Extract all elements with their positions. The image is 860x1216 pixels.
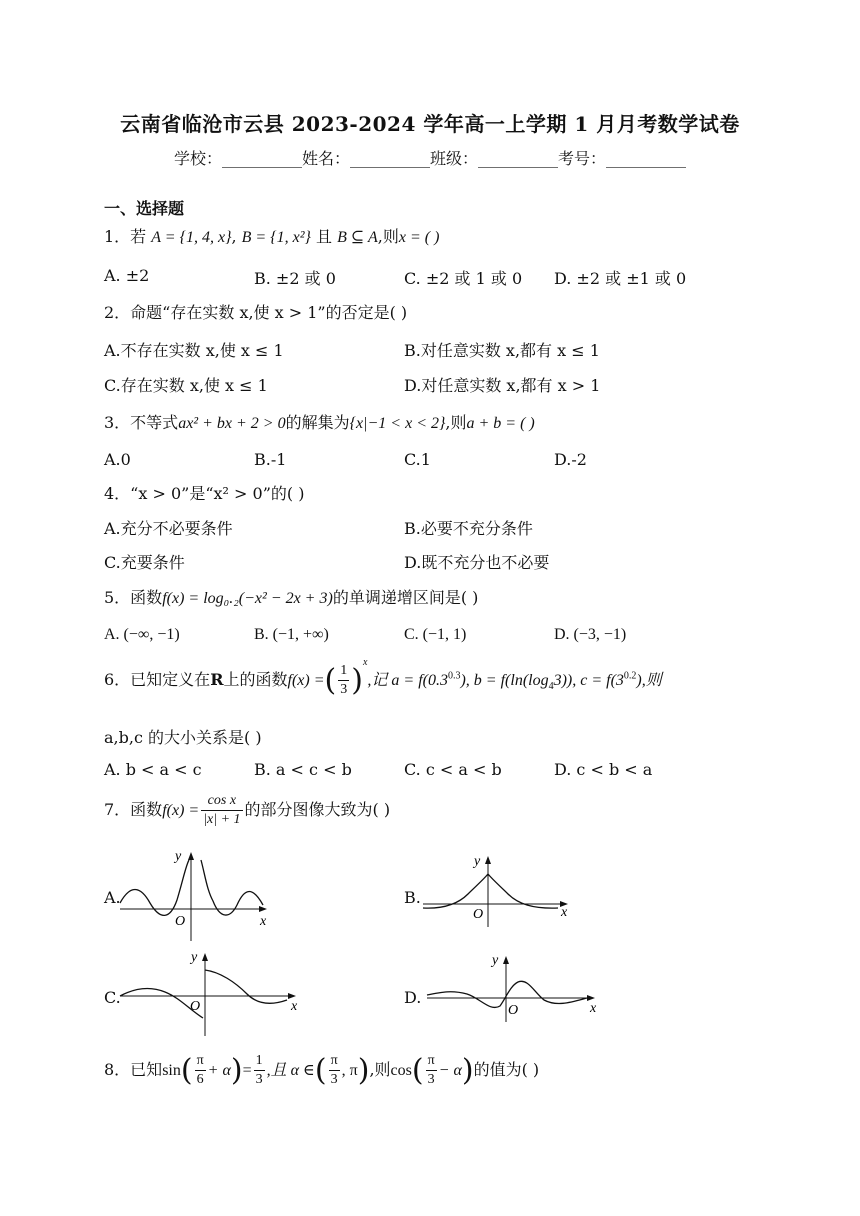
q1-prefix: 1．若 [104,227,147,246]
q3-inequality: ax² + bx + 2 > 0 [178,415,286,432]
q5-tail: 的单调递增区间是( ) [332,588,479,607]
q6-middle: 上的函数 [223,670,288,689]
q1-tail: ,则 [377,227,399,246]
svg-text:O: O [190,999,201,1014]
question-5 [104,585,478,608]
svg-text:O: O [508,1003,519,1018]
q1-cond: 且 [316,227,333,246]
q7-option-c-label: C. [104,988,121,1007]
q6-b-def: ), b = f(ln(log [460,672,549,689]
q3-option-c: C.1 [404,450,431,469]
section-heading: 一、选择题 [104,199,185,218]
q1-option-d: D. ±2 或 ±1 或 0 [554,269,687,288]
q1-option-a: A. ±2 [104,266,150,285]
q7-option-b-label: B. [404,888,421,907]
q5-option-d: D. (−3, −1) [554,626,627,643]
q1-relation: B ⊆ A [337,229,378,246]
q8-tail: 的值为( ) [473,1060,540,1079]
q5-prefix: 5．函数 [104,588,163,607]
q7-graph-b [418,852,598,932]
question-6-line2: a,b,c 的大小关系是( ) [104,728,262,747]
q2-option-a: A.不存在实数 x,使 x ≤ 1 [104,341,284,360]
question-7 [104,792,390,829]
q7-option-a-label: A. [104,888,121,907]
q8-prefix: 8．已知 [104,1060,163,1079]
q7-graph-d [422,952,612,1032]
q3-solution-set: {x|−1 < x < 2} [349,415,446,432]
class-field: 班级：__________ [430,149,559,168]
q7-graph-a [115,845,295,945]
school-field: 学校：__________ [173,149,302,168]
svg-text:x: x [291,999,298,1014]
q3-tail: ,则 [445,413,467,432]
q6-option-b: B. a < c < b [254,760,352,779]
exam-title: 云南省临沧市云县 2023-2024 学年高一上学期 1 月月考数学试卷 [120,112,740,136]
q3-option-a: A.0 [104,450,131,469]
q6-real-set: R [210,670,224,689]
svg-text:x: x [561,905,568,920]
svg-text:x: x [260,914,267,929]
q7-fraction: $\frac{\text{cos x}}{|x| + 1}$ [203,793,241,827]
q6-option-c: C. c < a < b [404,760,502,779]
q5-option-b: B. (−1, +∞) [254,626,329,643]
q4-option-a: A.充分不必要条件 [104,519,233,538]
q7-tail: 的部分图像大致为( ) [244,800,391,819]
q6-option-a: A. b < a < c [104,760,202,779]
q1-ask: x = ( ) [398,229,440,246]
q6-function-lhs: f(x) = [287,672,325,689]
q3-prefix: 3．不等式 [104,413,179,432]
svg-text:y: y [474,854,481,869]
q5-option-a: A. (−∞, −1) [104,626,180,643]
q3-option-d: D.-2 [554,450,587,469]
svg-text:x: x [590,1001,597,1016]
q4-option-d: D.既不充分也不必要 [404,553,550,572]
name-field: 姓名：__________ [301,149,430,168]
q7-prefix: 7．函数 [104,800,163,819]
q2-option-b: B.对任意实数 x,都有 x ≤ 1 [404,341,600,360]
question-6: 6．已知定义在R上的函数f(x) =( $\frac{1}{3}$ )$^x$,记 $a = f(0.3^{0.3})$, $b = f(\ln(\log_43))$, $c = f(3^{0.2})$,则 [104,656,662,698]
q6-prefix: 6．已知定义在 [104,670,211,689]
number-field: 考号：__________ [558,149,687,168]
question-3 [104,410,535,433]
q2-option-c: C.存在实数 x,使 x ≤ 1 [104,376,268,395]
q6-a-def: ,记 a = f(0.3 [367,672,448,689]
svg-text:y: y [175,849,182,864]
q1-option-c: C. ±2 或 1 或 0 [404,269,523,288]
q6-c-def: 3)), c = f(3 [553,672,624,689]
q6-option-d: D. c < b < a [554,760,653,779]
svg-text:O: O [473,907,484,922]
q7-lhs: f(x) = [162,802,200,819]
student-info-line [0,146,860,169]
q4-option-c: C.充要条件 [104,553,185,572]
question-2: 2．命题“存在实数 x,使 x > 1”的否定是( ) [104,303,408,322]
q7-graph-c [115,948,315,1038]
q7-option-d-label: D. [404,988,422,1007]
question-4: 4．“x > 0”是“x² > 0”的( ) [104,484,305,503]
q1-set-b: B = {1, x²} [241,229,311,246]
q6-fraction: $\frac{1}{3}$ [340,663,348,697]
question-8: 8．已知sin( $\frac{\pi}{6}$ + α)= $\frac{1}{3}$ ,且 α ∈( $\frac{\pi}{3}$ , π),则cos( $\frac{\pi}{3}$ − α)的值为( ) [104,1053,540,1088]
q5-function: f(x) = log₀.₂(−x² − 2x + 3) [162,590,333,607]
svg-text:y: y [191,950,198,965]
svg-text:O: O [175,914,186,929]
q5-option-c: C. (−1, 1) [404,626,467,643]
q1-set-a: A = {1, 4, x} [151,229,232,246]
q3-ask: a + b = ( ) [466,415,535,432]
q3-middle: 的解集为 [285,413,350,432]
svg-text:y: y [492,953,499,968]
q2-option-d: D.对任意实数 x,都有 x > 1 [404,376,601,395]
q1-option-b: B. ±2 或 0 [254,269,336,288]
q4-option-b: B.必要不充分条件 [404,519,533,538]
question-1: 1．若 A = {1, 4, x}, B = {1, x²} 且 B ⊆ A,则x = ( ) [104,227,440,246]
q3-option-b: B.-1 [254,450,287,469]
